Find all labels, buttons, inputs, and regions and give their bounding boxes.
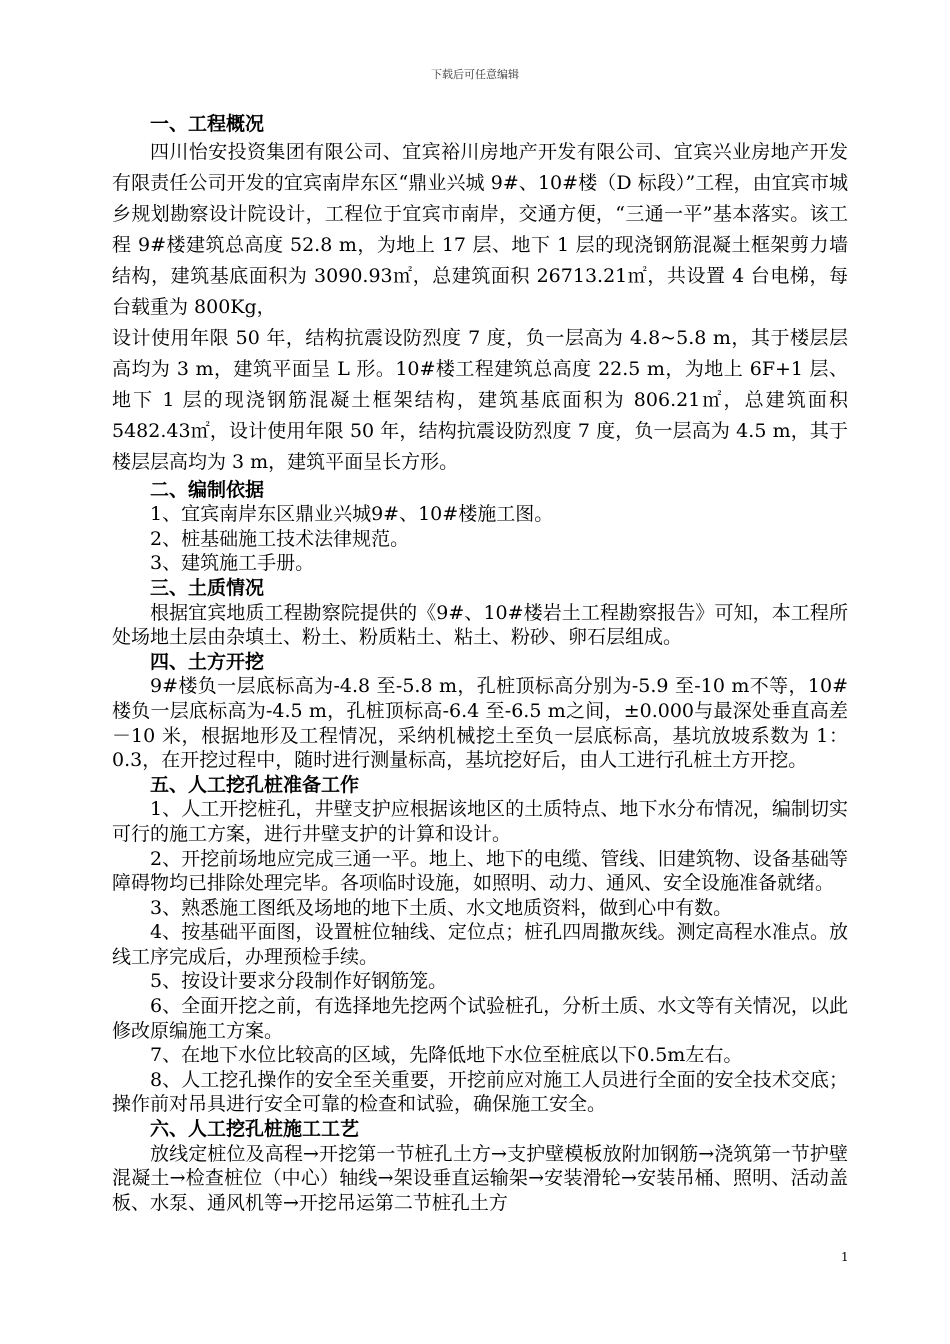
- overview-text-10: 10#楼工程建筑总高度 22.5 m，为地上 6F+1 层、地下 1 层的现浇钢筋混凝土框架结构，建筑基底面积为 806.21㎡，总建筑面积 5482.43㎡，设计使用年限 50 年，结构抗震设防烈度 7 度，负一层高为 4.5 m，其于楼层层高均为 3 m，建筑平面呈长方形。: [112, 357, 848, 473]
- section-heading-overview: 一、工程概况: [150, 113, 265, 135]
- list-item: 7、在地下水位比较高的区域，先降低地下水位至桩底以下0.5m左右。: [150, 1044, 743, 1067]
- list-item: 4、按基础平面图，设置桩位轴线、定位点；桩孔四周撒灰线。测定高程水准点。放线工序完成后，办理预检手续。: [112, 921, 848, 968]
- list-item: 6、全面开挖之前，有选择地先挖两个试验桩孔，分析土质、水文等有关情况，以此修改原编施工方案。: [112, 995, 848, 1042]
- list-item: 3、建筑施工手册。: [150, 552, 315, 575]
- process-paragraph: 放线定桩位及高程→开挖第一节桩孔土方→支护壁模板放附加钢筋→浇筑第一节护壁混凝土→检查桩位（中心）轴线→架设垂直运输架→安装滑轮→安装吊桶、照明、活动盖板、水泵、通风机等→开挖吊运第二节桩孔土方: [112, 1142, 848, 1214]
- section-heading-soil: 三、土质情况: [150, 576, 265, 599]
- overview-text-9: 设计使用年限 50 年，结构抗震设防烈度 7 度，负一层高为 4.8~5.8 m，其于楼层层高均为 3 m，建筑平面呈 L 形。: [112, 326, 848, 380]
- list-item: 2、桩基础施工技术法律规范。: [150, 527, 410, 550]
- soil-paragraph: 根据宜宾地质工程勘察院提供的《9#、10#楼岩土工程勘察报告》可知，本工程所处场地土层由杂填土、粉土、粉质粘土、粘土、粉砂、卵石层组成。: [112, 601, 848, 649]
- document-body: [112, 112, 848, 1215]
- header-note: 下载后可任意编辑: [431, 68, 519, 81]
- section-heading-basis: 二、编制依据: [150, 478, 265, 501]
- list-item: 2、开挖前场地应完成三通一平。地上、地下的电缆、管线、旧建筑物、设备基础等障碍物均已排除处理完毕。各项临时设施，如照明、动力、通风、安全设施准备就绪。: [112, 847, 848, 895]
- list-item: 8、人工挖孔操作的安全至关重要，开挖前应对施工人员进行全面的安全技术交底；操作前对吊具进行安全可靠的检查和试验，确保施工安全。: [112, 1068, 848, 1116]
- overview-paragraph: 四川怡安投资集团有限公司、宜宾裕川房地产开发有限公司、宜宾兴业房地产开发有限责任公司开发的宜宾南岸东区“鼎业兴城 9#、10#楼（D 标段）”工程，由宜宾市城乡规划勘察设计院设计，工程位于宜宾市南岸，交通方便，“三通一平”基本落实。该工程 9#楼建筑总高度 52.8 m，为地上 17 层、地下 1 层的现浇钢筋混凝土框架剪力墙结构，建筑基底面积为 3090.93㎡，总建筑面积 26713.21㎡，共设置 4 台电梯，每台载重为 800Kg，: [112, 140, 848, 318]
- list-item: 1、人工开挖桩孔，井壁支护应根据该地区的土质特点、地下水分布情况，编制切实可行的施工方案，进行井壁支护的计算和设计。: [112, 798, 848, 845]
- list-item: 3、熟悉施工图纸及场地的地下土质、水文地质资料，做到心中有数。: [150, 896, 733, 919]
- section-heading-process: 六、人工挖孔桩施工工艺: [150, 1118, 360, 1141]
- list-item: 5、按设计要求分段制作好钢筋笼。: [150, 970, 448, 993]
- overview-paragraph-continued: [112, 323, 848, 478]
- section-heading-excavation: 四、土方开挖: [150, 650, 265, 673]
- excavation-paragraph: 9#楼负一层底标高为-4.8 至-5.8 m，孔桩顶标高分别为-5.9 至-10 m不等，10#楼负一层底标高为-4.5 m，孔桩顶标高-6.4 至-6.5 m之间，±0.000与最深处垂直高差－10 米，根据地形及工程情况，采纳机械挖土至负一层底标高，基坑放坡系数为 1：0.3，在开挖过程中，随时进行测量标高，基坑挖好后，由人工进行孔桩土方开挖。: [112, 675, 848, 772]
- page-number: 1: [841, 1250, 849, 1264]
- list-item: 1、宜宾南岸东区鼎业兴城9#、10#楼施工图。: [150, 503, 554, 526]
- section-heading-preparation: 五、人工挖孔桩准备工作: [150, 773, 360, 796]
